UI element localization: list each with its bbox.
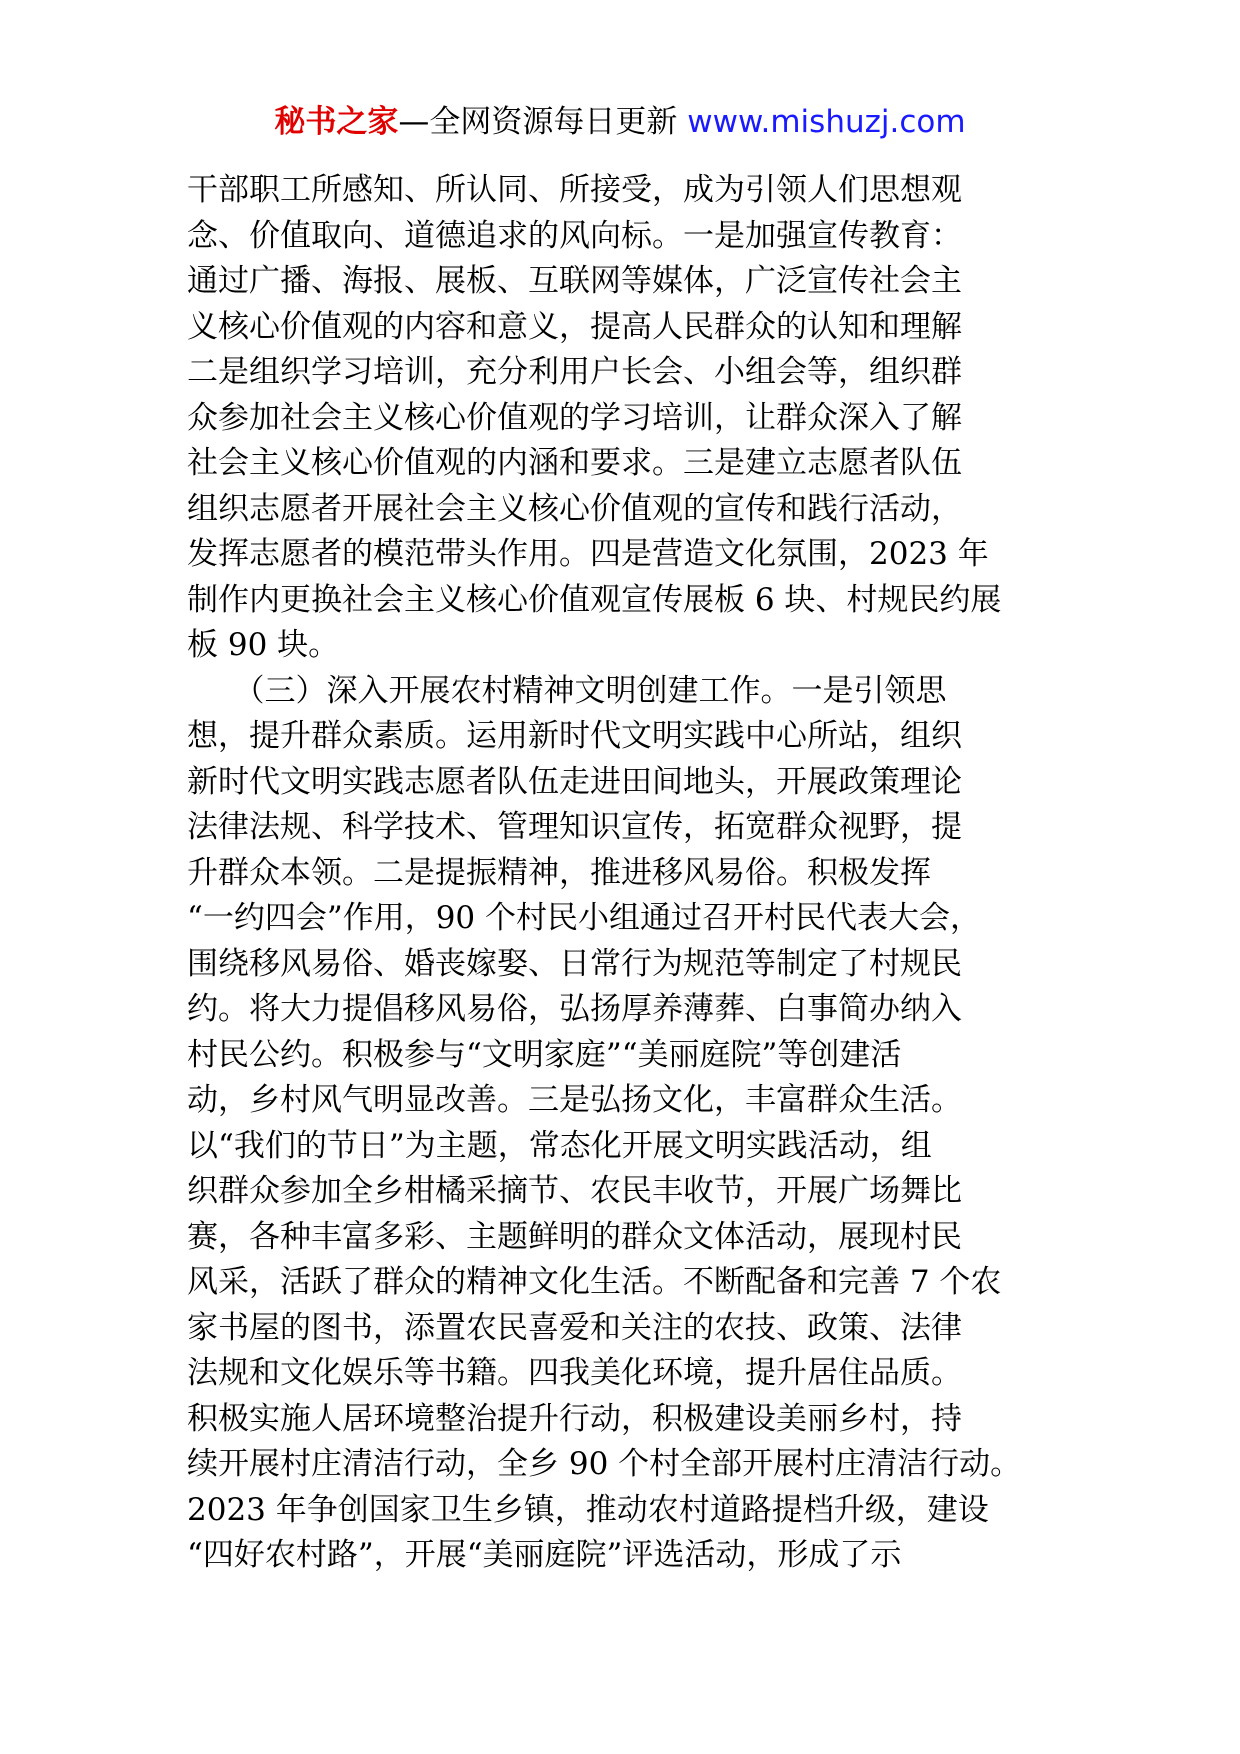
text-line: 制作内更换社会主义核心价值观宣传展板 6 块、村规民约展	[187, 581, 1002, 618]
text-line: 升群众本领。二是提振精神，推进移风易俗。积极发挥	[187, 854, 931, 891]
text-line: 发挥志愿者的模范带头作用。四是营造文化氛围，2023 年	[187, 536, 989, 572]
text-line: 二是组织学习培训，充分利用户长会、小组会等，组织群	[187, 354, 962, 390]
text-line: 组织志愿者开展社会主义核心价值观的宣传和践行活动，	[187, 490, 962, 527]
text-line: 社会主义核心价值观的内涵和要求。三是建立志愿者队伍	[187, 445, 962, 481]
text-line: 约。将大力提倡移风易俗，弘扬厚养薄葬、白事简办纳入	[187, 991, 962, 1027]
text-line: 念、价值取向、道德追求的风向标。一是加强宣传教育：	[187, 217, 962, 254]
text-line: 积极实施人居环境整治提升行动，积极建设美丽乡村，持	[187, 1400, 962, 1437]
text-line: 围绕移风易俗、婚丧嫁娶、日常行为规范等制定了村规民	[187, 945, 962, 982]
text-line: “一约四会”作用，90 个村民小组通过召开村民代表大会，	[187, 900, 981, 936]
text-line: 板 90 块。	[187, 627, 340, 663]
text-line: “四好农村路”，开展“美丽庭院”评选活动，形成了示	[187, 1537, 902, 1573]
text-line: 法律法规、科学技术、管理知识宣传，拓宽群众视野，提	[187, 809, 962, 845]
text-line: 村民公约。积极参与“文明家庭”“美丽庭院”等创建活	[187, 1036, 902, 1073]
page-header	[0, 98, 1240, 146]
document-body	[187, 168, 1087, 1579]
text-line: 动，乡村风气明显改善。三是弘扬文化，丰富群众生活。	[187, 1082, 962, 1118]
text-line: 风采，活跃了群众的精神文化生活。不断配备和完善 7 个农	[187, 1264, 1002, 1300]
text-line: 义核心价值观的内容和意义，提高人民群众的认知和理解	[187, 308, 962, 345]
text-line: 想，提升群众素质。运用新时代文明实践中心所站，组织	[187, 718, 962, 754]
text-line: 2023 年争创国家卫生乡镇，推动农村道路提档升级，建设	[187, 1491, 989, 1528]
text-line: 续开展村庄清洁行动，全乡 90 个村全部开展村庄清洁行动。	[187, 1446, 1022, 1482]
section-heading-line: （三）深入开展农村精神文明创建工作。一是引领思	[187, 672, 947, 709]
text-line: 众参加社会主义核心价值观的学习培训，让群众深入了解	[187, 399, 962, 436]
text-line: 干部职工所感知、所认同、所接受，成为引领人们思想观	[187, 172, 962, 208]
site-url-link[interactable]: www.mishuzj.com	[687, 104, 966, 140]
text-line: 赛，各种丰富多彩、主题鲜明的群众文体活动，展现村民	[187, 1218, 962, 1255]
text-line: 新时代文明实践志愿者队伍走进田间地头，开展政策理论	[187, 763, 962, 800]
header-tagline: —全网资源每日更新	[398, 104, 678, 140]
brand-name: 秘书之家	[274, 104, 399, 140]
text-line: 家书屋的图书，添置农民喜爱和关注的农技、政策、法律	[187, 1309, 962, 1346]
text-line: 以“我们的节日”为主题，常态化开展文明实践活动，组	[187, 1127, 932, 1164]
text-line: 织群众参加全乡柑橘采摘节、农民丰收节，开展广场舞比	[187, 1173, 962, 1209]
text-line: 通过广播、海报、展板、互联网等媒体，广泛宣传社会主	[187, 263, 962, 299]
text-line: 法规和文化娱乐等书籍。四我美化环境，提升居住品质。	[187, 1355, 962, 1391]
